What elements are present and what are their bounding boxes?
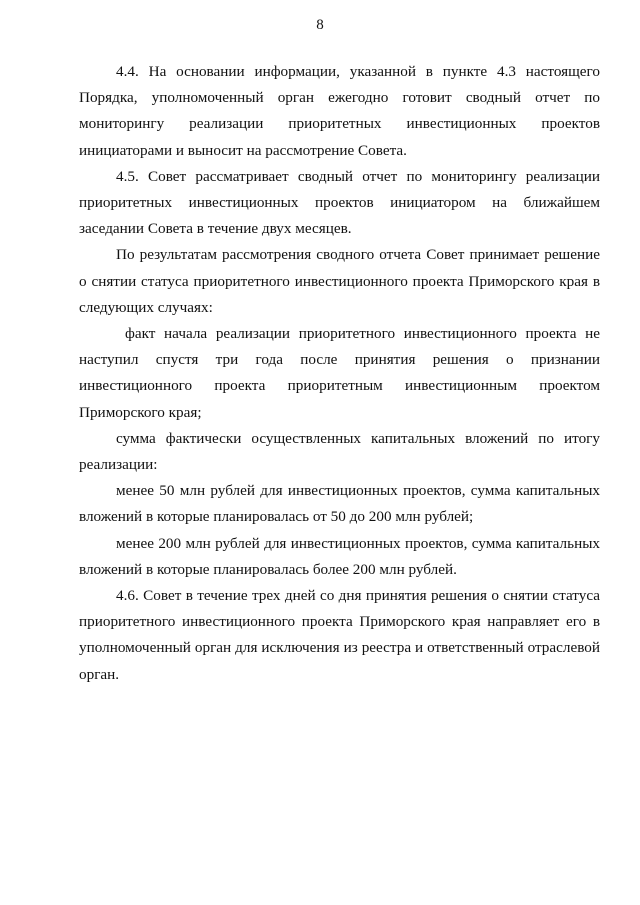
document-body: [79, 59, 600, 688]
paragraph-case-under-50: менее 50 млн рублей для инвестиционных проектов, сумма капитальных вложений в которые планировалась от 50 до 200 млн рублей;: [79, 482, 600, 526]
paragraph-4-5: 4.5. Совет рассматривает сводный отчет по мониторингу реализации приоритетных инвестиционных проектов инициатором на ближайшем заседании Совета в течение двух месяцев.: [79, 167, 600, 238]
paragraph-case-not-started: факт начала реализации приоритетного инвестиционного проекта не наступил спустя три года после принятия решения о признании инвестиционного проекта приоритетным инвестиционным проектом Приморского края;: [79, 325, 600, 421]
paragraph-decision-intro: По результатам рассмотрения сводного отчета Совет принимает решение о снятии статуса приоритетного инвестиционного проекта Приморского края в следующих случаях:: [79, 246, 600, 316]
paragraph-case-investment-sum: сумма фактически осуществленных капитальных вложений по итогу реализации:: [79, 429, 600, 474]
page-number: 8: [316, 17, 324, 33]
paragraph-case-under-200: менее 200 млн рублей для инвестиционных проектов, сумма капитальных вложений в которые планировалась более 200 млн рублей.: [79, 534, 600, 578]
paragraph-4-6: 4.6. Совет в течение трех дней со дня принятия решения о снятии статуса приоритетного инвестиционного проекта Приморского края направляет его в уполномоченный орган для исключения из реестра и ответственный отраслевой орган.: [79, 587, 600, 683]
paragraph-4-4: 4.4. На основании информации, указанной в пункте 4.3 настоящего Порядка, уполномоченный орган ежегодно готовит сводный отчет по мониторингу реализации приоритетных инвестиционных проектов инициаторами и выносит на рассмотрение Совета.: [79, 63, 600, 159]
